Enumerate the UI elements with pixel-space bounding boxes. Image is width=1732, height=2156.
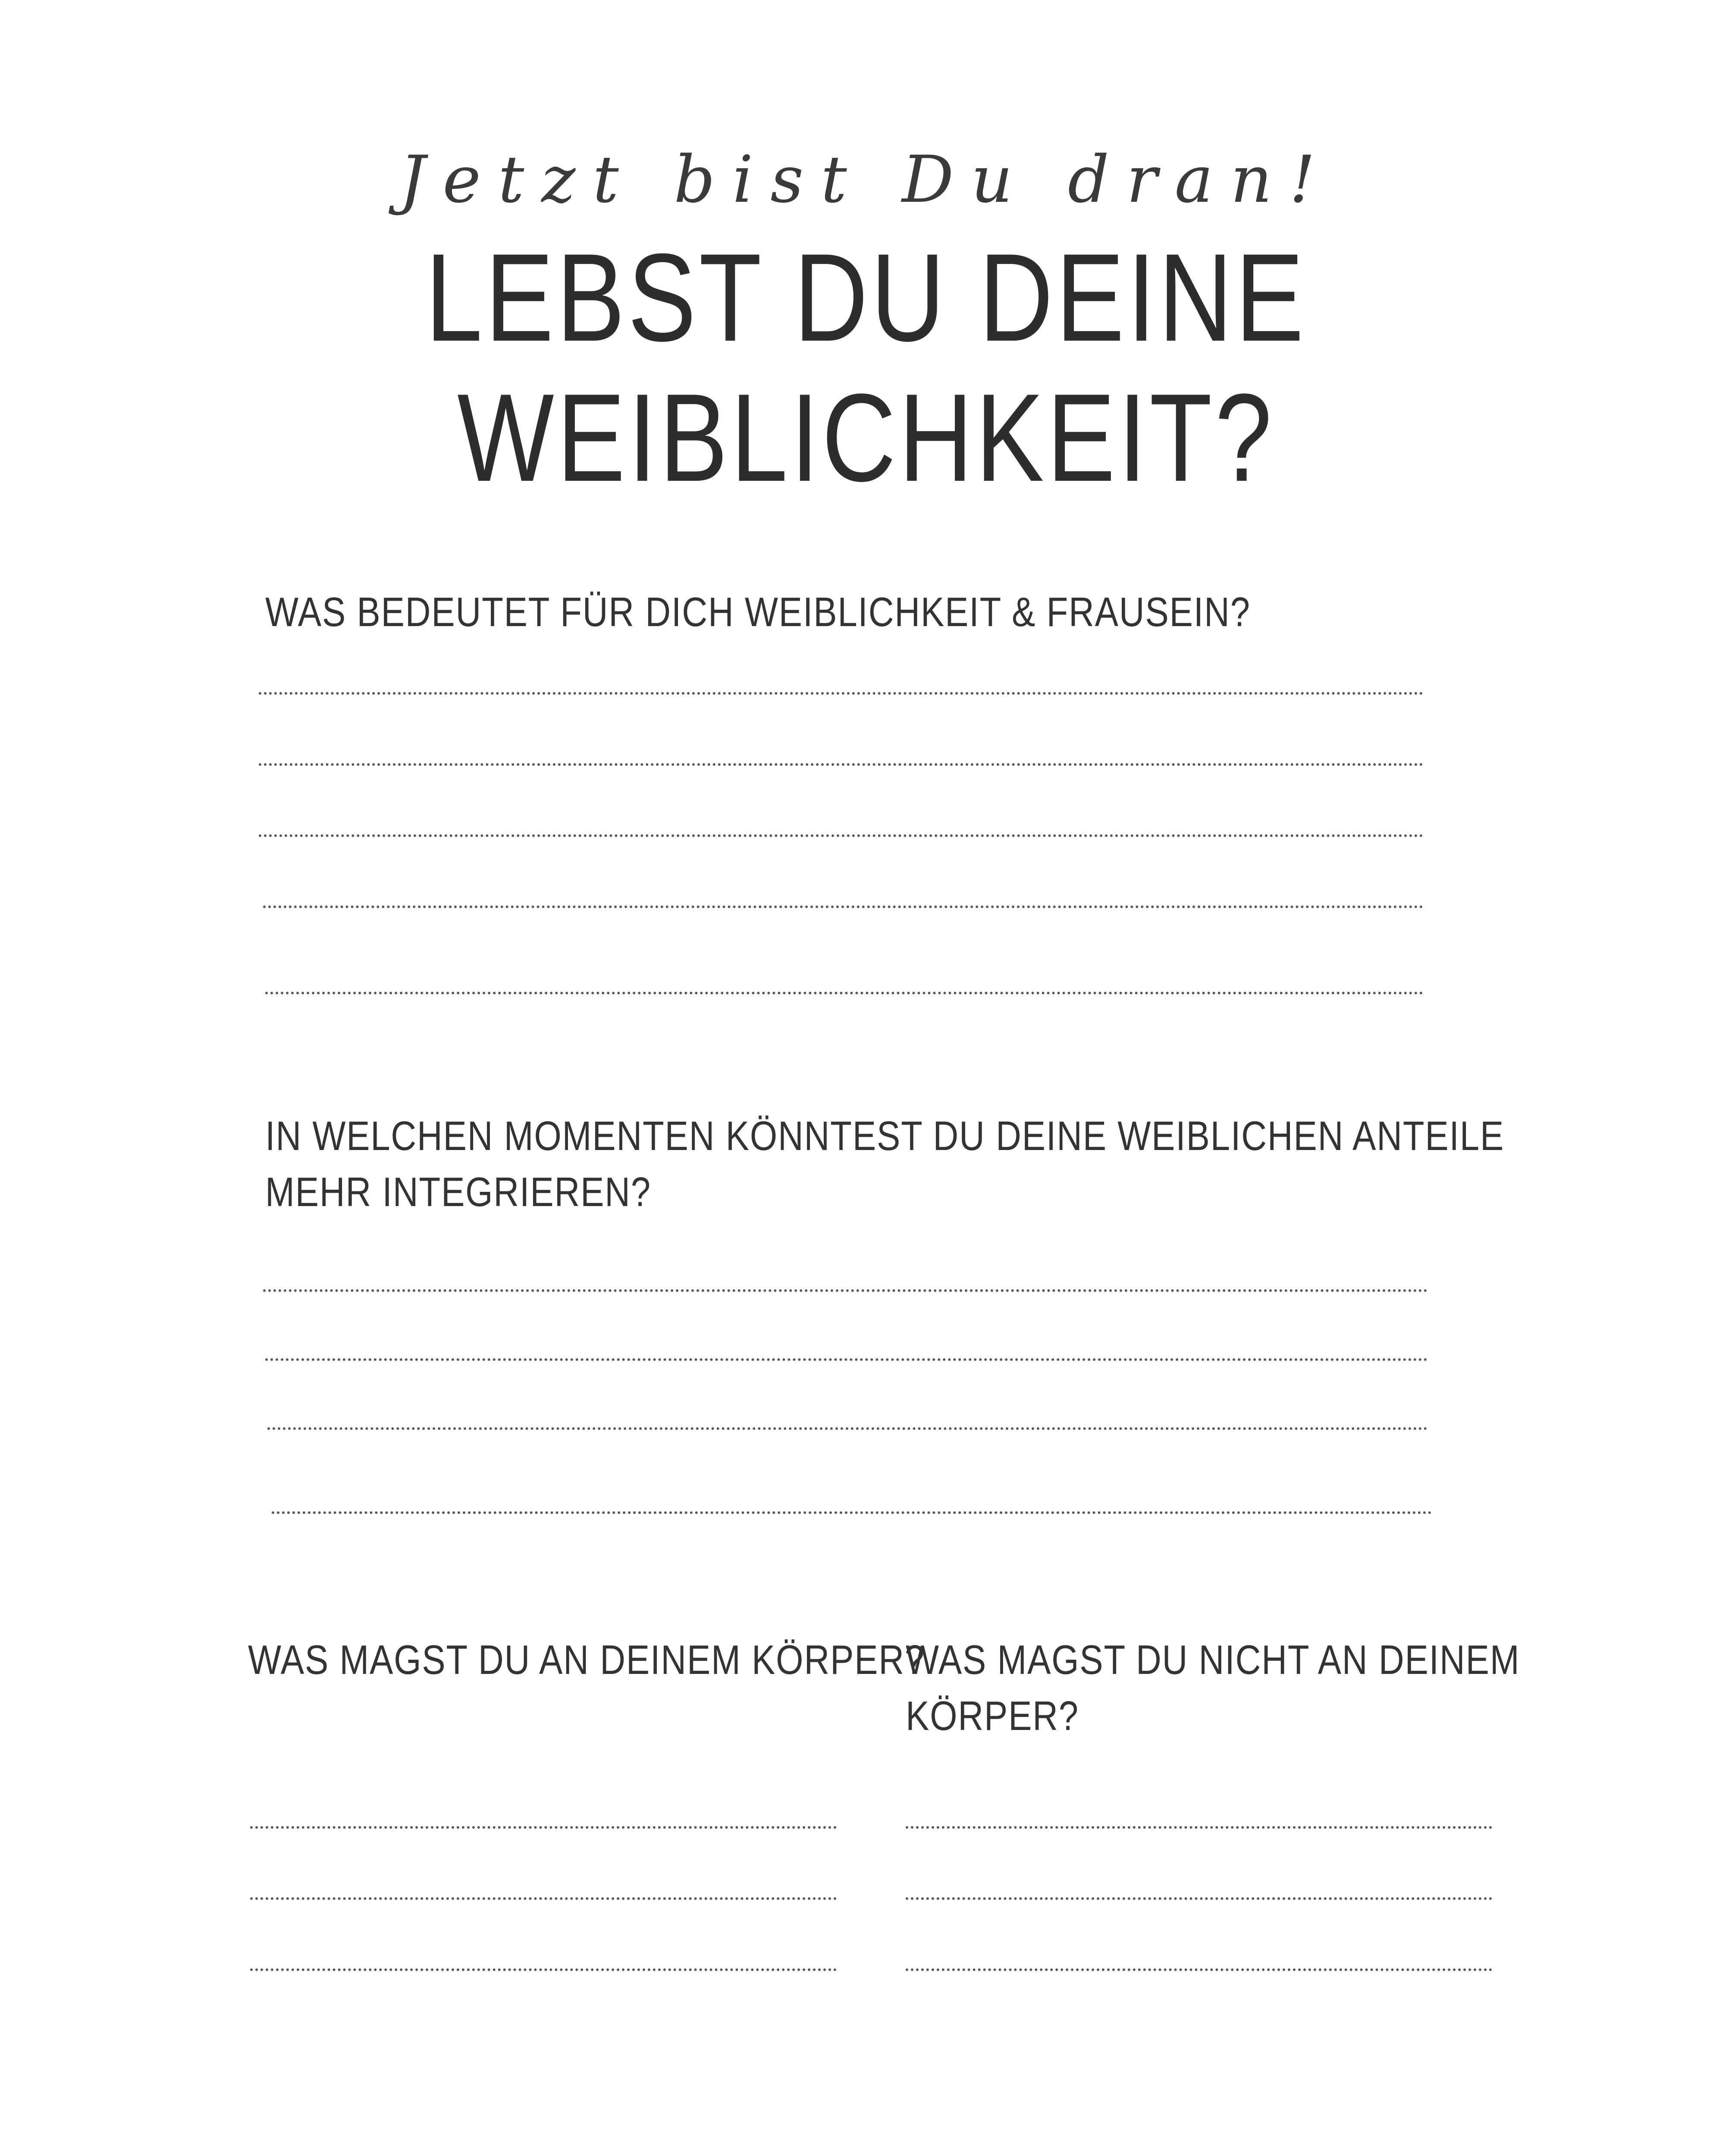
answer-line[interactable] — [259, 692, 1423, 695]
answer-line[interactable] — [267, 1427, 1428, 1430]
question-nicht-magst-line-2: KÖRPER? — [906, 1693, 1079, 1739]
answer-line[interactable] — [272, 1511, 1432, 1514]
answer-line[interactable] — [263, 1289, 1428, 1292]
script-heading: Jetzt bist Du dran! — [399, 142, 1333, 217]
page-title-line-1: LEBST DU DEINE — [425, 228, 1307, 367]
answer-line[interactable] — [265, 992, 1423, 994]
answer-line-left[interactable] — [250, 1897, 837, 1900]
question-momente-line-1: IN WELCHEN MOMENTEN KÖNNTEST DU DEINE WEIBLICHEN ANTEILE — [265, 1113, 1504, 1159]
answer-line-left[interactable] — [250, 1968, 837, 1971]
question-magst-koerper: WAS MAGST DU AN DEINEM KÖRPER? — [248, 1637, 925, 1683]
answer-line-right[interactable] — [906, 1826, 1492, 1829]
answer-line-right[interactable] — [906, 1897, 1492, 1900]
answer-line[interactable] — [263, 906, 1423, 908]
answer-line[interactable] — [265, 1358, 1428, 1361]
question-nicht-magst-line-1: WAS MAGST DU NICHT AN DEINEM — [906, 1637, 1520, 1683]
answer-line-left[interactable] — [250, 1826, 837, 1829]
page-title-line-2: WEIBLICHKEIT? — [457, 368, 1275, 508]
answer-line[interactable] — [259, 763, 1423, 766]
question-weiblichkeit: WAS BEDEUTET FÜR DICH WEIBLICHKEIT & FRAUSEIN? — [265, 589, 1251, 635]
answer-line-right[interactable] — [906, 1968, 1492, 1971]
answer-line[interactable] — [259, 834, 1423, 837]
question-momente-line-2: MEHR INTEGRIEREN? — [265, 1169, 651, 1215]
